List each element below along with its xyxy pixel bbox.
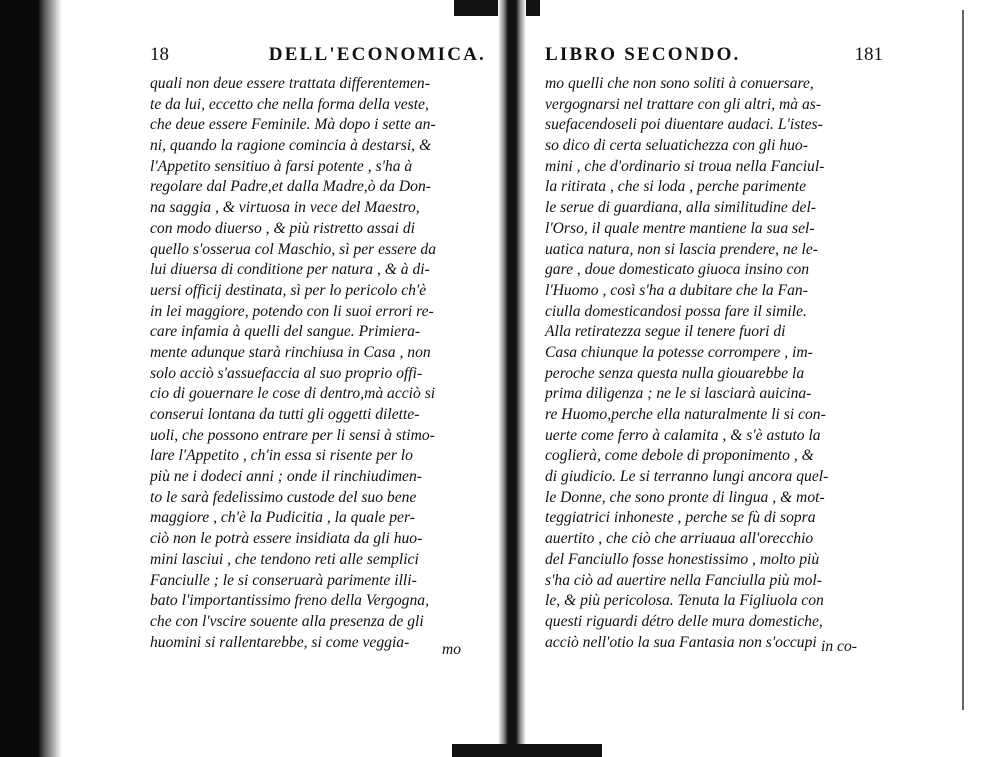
text-line: gare , doue domesticato giuoca insino con (545, 261, 810, 279)
text-line: mini , che d'ordinario si troua nella Fanciul- (545, 157, 825, 175)
text-line: di giudicio. Le si terranno lungi ancora quel- (545, 468, 829, 486)
book-gutter (498, 0, 526, 757)
text-line: s'ha ciò ad auertire nella Fanciulla più mol- (545, 571, 822, 589)
right-page (545, 44, 883, 653)
text-line: Alla retiratezza segue il tenere fuori di (545, 323, 786, 341)
right-page-header (545, 44, 883, 72)
left-page (150, 44, 486, 658)
left-page-number: 18 (150, 44, 169, 65)
left-scan-edge (0, 0, 62, 757)
text-line: re Huomo,perche ella naturalmente li si con- (545, 406, 826, 423)
text-line: cio di gouernare le cose di dentro,mà acciò si (150, 385, 436, 403)
text-line: care infamia à quelli del sangue. Primiera- (150, 323, 421, 341)
text-line: so dico di certa seluatichezza con gli huo- (545, 137, 808, 155)
text-line: le serue di guardiana, alla similitudine del- (545, 199, 816, 217)
left-page-text (150, 74, 486, 653)
text-line: na saggia , & virtuosa in vece del Maestro, (150, 199, 420, 217)
text-line: bato l'importantissimo freno della Vergogna, (150, 592, 429, 610)
right-page-number: 181 (854, 44, 883, 65)
text-line: conserui lontana da tutti gli oggetti dilette- (150, 406, 420, 423)
text-line: l'Huomo , così s'ha a dubitare che la Fan- (545, 281, 808, 299)
text-line: maggiore , ch'è la Pudicitia , la quale per- (150, 509, 415, 527)
text-line: uerte come ferro à calamita , & s'è astuto la (545, 426, 821, 444)
text-line: solo acciò s'assuefaccia al suo proprio offi- (150, 364, 423, 382)
text-line: regolare dal Padre,et dalla Madre,ò da Don- (150, 178, 431, 196)
text-line: che deue essere Feminile. Mà dopo i sette an- (150, 116, 436, 134)
text-line: te da lui, eccetto che nella forma della veste, (150, 95, 429, 113)
text-line: uatica natura, non si lascia prendere, ne le- (545, 240, 818, 258)
text-line: vergognarsi nel trattare con gli altri, mà as- (545, 95, 822, 113)
text-line: lare l'Appetito , ch'in essa si risente per lo (150, 447, 413, 465)
top-binding-shadow (454, 0, 540, 16)
text-line: Fanciulle ; le si conseruarà parimente illi- (150, 571, 417, 589)
text-line: le Donne, che sono pronte di lingua , & mot- (545, 488, 825, 506)
text-line: ciò non le potrà essere insidiata da gli huo- (150, 530, 423, 548)
right-page-edge (962, 10, 964, 710)
text-line: teggiatrici inhoneste , perche se fù di sopra (545, 509, 816, 527)
text-line: ni, quando la ragione comincia à destarsi, & (150, 137, 432, 155)
text-line: suefacendoseli poi diuentare audaci. L'istes- (545, 116, 823, 134)
text-line: Casa chiunque la potesse corrompere , im- (545, 343, 813, 361)
text-line: l'Orso, il quale mentre mantiene la sua sel- (545, 219, 815, 237)
text-line: mini lasciui , che tendono reti alle semplici (150, 550, 419, 568)
text-line: questi riguardi détro delle mura domestiche, (545, 612, 823, 630)
text-line: prima diligenza ; ne le si lasciarà auicina- (545, 385, 812, 403)
right-page-text (545, 74, 883, 653)
text-line: huomini si rallentarebbe, si come veggia- (150, 633, 410, 651)
right-catchword: in co- (821, 638, 857, 655)
text-line: la ritirata , che si loda , perche parimente (545, 178, 807, 196)
text-line: in lei maggiore, potendo con li suoi errori re- (150, 302, 434, 320)
text-line: mente adunque starà rinchiusa in Casa , non (150, 343, 431, 361)
text-line: le, & più pericolosa. Tenuta la Figliuola con (545, 592, 824, 610)
text-line: coglierà, come debole di proponimento , & (545, 447, 814, 465)
bottom-binding-shadow (452, 744, 602, 757)
text-line: più ne i dodeci anni ; onde il rinchiudimen- (150, 468, 422, 486)
text-line: auertito , che ciò che arriuaua all'orecchio (545, 530, 814, 548)
text-line: uersi officij destinata, sì per lo pericolo ch'è (150, 281, 427, 299)
text-line: del Fanciullo fosse honestissimo , molto più (545, 550, 820, 568)
right-running-head: LIBRO SECONDO. (545, 44, 741, 65)
text-line: che con l'vscire souente alla presenza de gli (150, 612, 424, 630)
text-line: l'Appetito sensitiuo à farsi potente , s'ha à (150, 157, 413, 175)
left-page-header (150, 44, 486, 72)
text-line: lui diuersa di conditione per natura , & à di- (150, 261, 430, 279)
text-line: quali non deue essere trattata differentemen- (150, 75, 430, 92)
text-line: ciulla domesticandosi possa fare il simile. (545, 302, 807, 320)
text-line: acciò nell'otio la sua Fantasia non s'occupi (545, 633, 817, 651)
left-running-head: DELL'ECONOMICA. (268, 44, 486, 65)
text-line: con modo diuerso , & più ristretto assai di (150, 219, 415, 237)
left-catchword: mo (442, 641, 462, 658)
text-line: mo quelli che non sono soliti à conuersare, (545, 75, 814, 92)
text-line: peroche senza questa nulla giouarebbe la (545, 364, 805, 382)
text-line: to le sarà fedelissimo custode del suo bene (150, 488, 417, 506)
text-line: quello s'osserua col Maschio, sì per essere da (150, 240, 437, 258)
text-line: uoli, che possono entrare per li sensi à stimo- (150, 426, 435, 444)
